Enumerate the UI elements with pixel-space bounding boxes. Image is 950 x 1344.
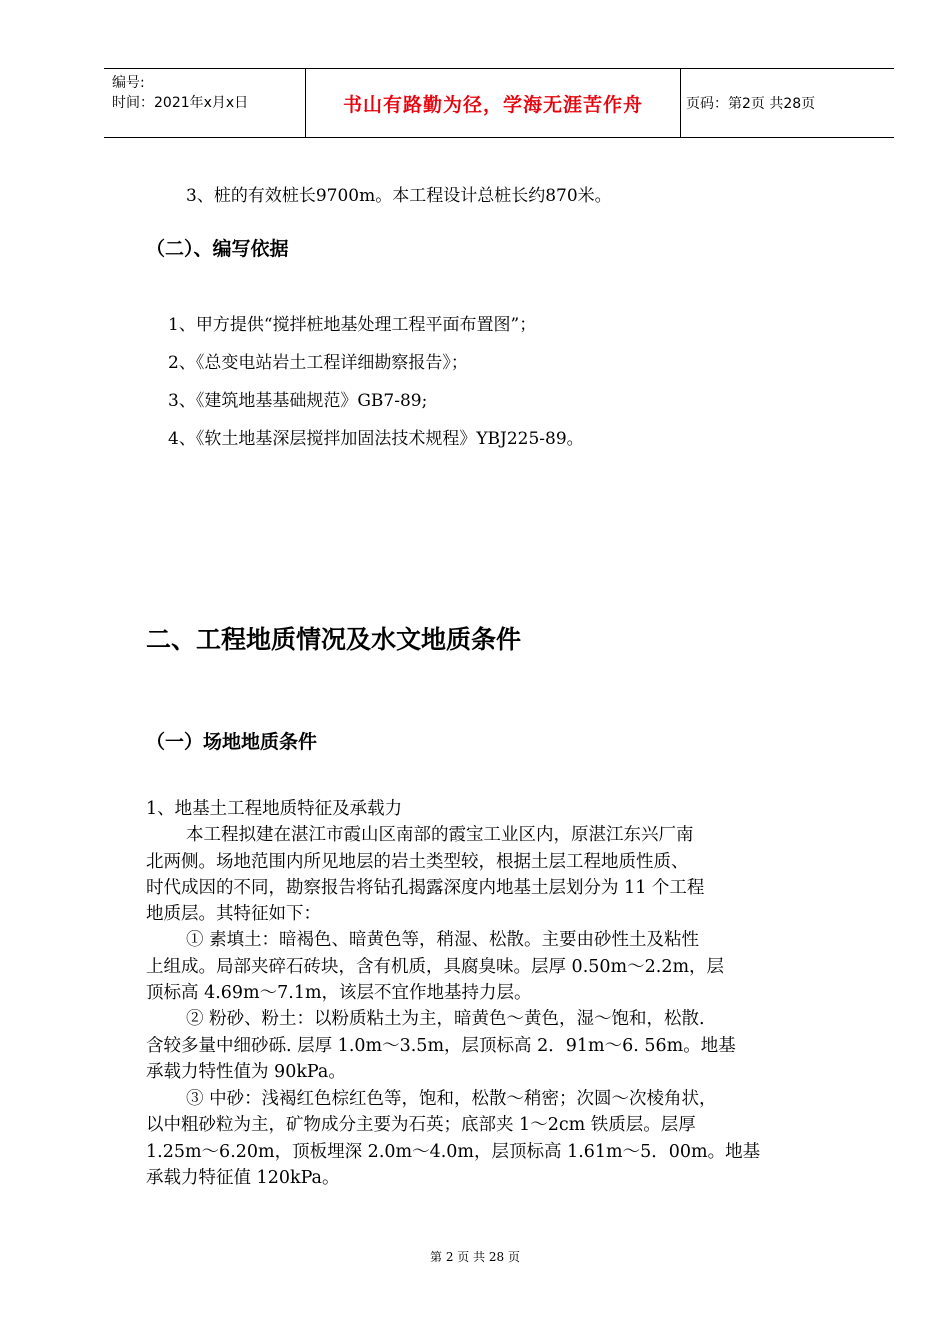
page-footer: 第 2 页 共 28 页	[430, 1250, 520, 1264]
basis-item: 2、《总变电站岩土工程详细勘察报告》；	[168, 353, 468, 373]
paragraph-line: 上组成。局部夹碎石砖块，含有机质，具腐臭味。层厚 0.50m～2.2m，层	[146, 957, 725, 977]
paragraph-line: 1.25m～6.20m，顶板埋深 2.0m～4.0m，层顶标高 1.61m～5．00m。地基	[146, 1142, 761, 1162]
page-header	[104, 68, 894, 138]
basis-item: 3、《建筑地基基础规范》GB7-89;	[168, 391, 428, 411]
paragraph-line: ③ 中砂：浅褐红色棕红色等，饱和，松散～稍密；次圆～次棱角状，	[186, 1089, 717, 1109]
header-motto: 书山有路勤为径，学海无涯苦作舟	[342, 93, 643, 116]
number-label: 编号:	[112, 75, 145, 91]
paragraph-line: ① 素填土：暗褐色、暗黄色等，稍湿、松散。主要由砂性土及粘性	[186, 930, 700, 950]
paragraph-line: 以中粗砂粒为主，矿物成分主要为石英；底部夹 1～2cm 铁质层。层厚	[146, 1115, 696, 1135]
paragraph-line: 承载力特征值 120kPa。	[146, 1168, 340, 1188]
paragraph-line: ② 粉砂、粉土：以粉质粘土为主，暗黄色～黄色，湿～饱和，松散.	[186, 1009, 705, 1029]
site-heading: （一）场地地质条件	[146, 731, 318, 753]
paragraph-line: 本工程拟建在湛江市霞山区南部的霞宝工业区内，原湛江东兴厂南	[186, 825, 694, 845]
paragraph-line: 含较多量中细砂砾. 层厚 1.0m～3.5m，层顶标高 2．91m～6. 56m。地基	[146, 1036, 736, 1056]
paragraph-line: 北两侧。场地范围内所见地层的岩土类型较，根据土层工程地质性质、	[146, 852, 689, 872]
basis-item: 1、甲方提供“搅拌桩地基处理工程平面布置图”；	[168, 315, 537, 335]
paragraph-line: 地质层。其特征如下：	[146, 904, 321, 924]
header-meta	[112, 73, 248, 113]
paragraph-line: 承载力特性值为 90kPa。	[146, 1062, 346, 1082]
header-page-info: 页码：第2页 共28页	[686, 96, 816, 112]
paragraph-line: 时代成因的不同，勘察报告将钻孔揭露深度内地基土层划分为 11 个工程	[146, 878, 705, 898]
header-divider	[680, 69, 681, 137]
paragraph-line: 顶标高 4.69m～7.1m，该层不宜作地基持力层。	[146, 983, 532, 1003]
sub-title: 1、地基土工程地质特征及承载力	[146, 799, 403, 819]
pile-length-text: 3、桩的有效桩长9700m。本工程设计总桩长约870米。	[186, 186, 612, 206]
time-label: 时间：2021年x月x日	[112, 95, 249, 111]
section-heading: 二、工程地质情况及水文地质条件	[146, 625, 522, 654]
basis-item: 4、《软土地基深层搅拌加固法技术规程》YBJ225-89。	[168, 429, 584, 449]
basis-heading: （二）、编写依据	[146, 238, 289, 260]
